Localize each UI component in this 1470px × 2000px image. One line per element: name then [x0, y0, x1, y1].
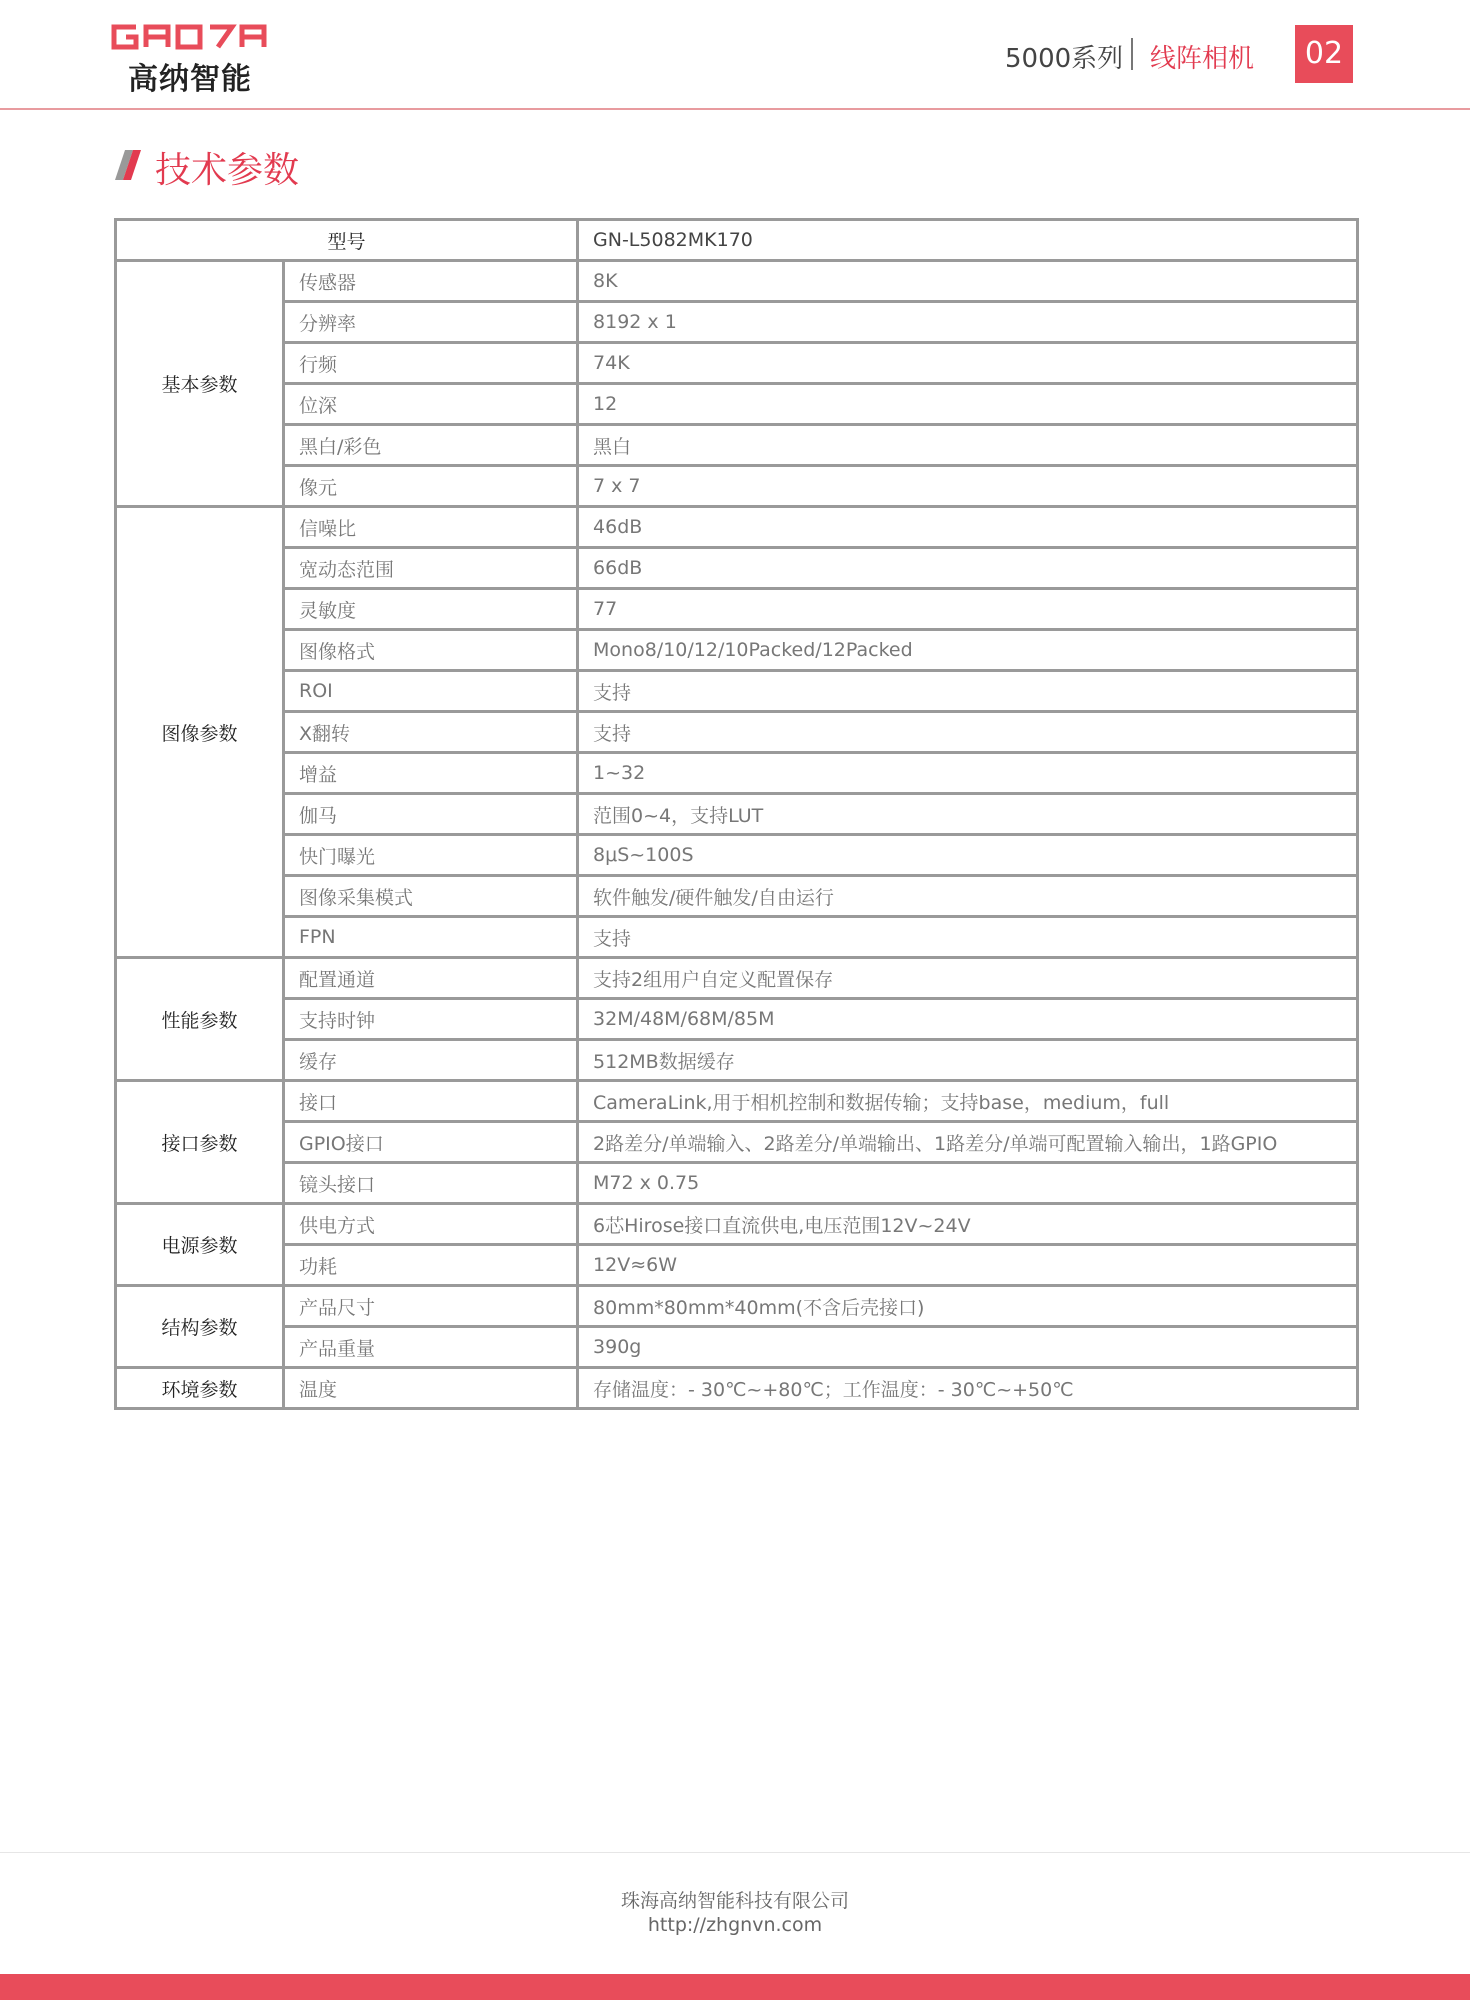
company-name: 珠海高纳智能科技有限公司	[620, 1890, 849, 1912]
param-name: FPN	[284, 917, 578, 958]
param-value: 66dB	[578, 548, 1358, 589]
param-value: 支持	[578, 671, 1358, 712]
param-name: 分辨率	[284, 302, 578, 343]
param-value: 8μS~100S	[578, 835, 1358, 876]
table-row	[116, 1286, 1358, 1327]
table-row	[116, 466, 1358, 507]
param-name: 信噪比	[284, 507, 578, 548]
table-row	[116, 794, 1358, 835]
table-row	[116, 1040, 1358, 1081]
param-value: 12V≈6W	[578, 1245, 1358, 1286]
param-value: 1~32	[578, 753, 1358, 794]
table-row	[116, 671, 1358, 712]
param-name: 配置通道	[284, 958, 578, 999]
param-name: 产品尺寸	[284, 1286, 578, 1327]
table-row	[116, 220, 1358, 261]
product-label: 线阵相机	[1150, 44, 1255, 74]
param-value: 8K	[578, 261, 1358, 302]
group-label: 接口参数	[116, 1081, 284, 1204]
param-name: 供电方式	[284, 1204, 578, 1245]
table-row	[116, 712, 1358, 753]
table-row	[116, 999, 1358, 1040]
param-name: 接口	[284, 1081, 578, 1122]
param-name: 位深	[284, 384, 578, 425]
table-row	[116, 589, 1358, 630]
param-value: CameraLink,用于相机控制和数据传输；支持base，medium，full	[578, 1081, 1358, 1122]
table-row	[116, 343, 1358, 384]
bottom-accent-bar	[0, 1974, 1470, 2000]
param-name: 图像格式	[284, 630, 578, 671]
group-label: 电源参数	[116, 1204, 284, 1286]
param-value: 6芯Hirose接口直流供电,电压范围12V~24V	[578, 1204, 1358, 1245]
param-name: 功耗	[284, 1245, 578, 1286]
param-value: 范围0~4，支持LUT	[578, 794, 1358, 835]
param-value: 7 x 7	[578, 466, 1358, 507]
table-row	[116, 917, 1358, 958]
table-row	[116, 876, 1358, 917]
param-name: 灵敏度	[284, 589, 578, 630]
param-value: 46dB	[578, 507, 1358, 548]
param-name: 镜头接口	[284, 1163, 578, 1204]
group-label: 图像参数	[116, 507, 284, 958]
param-name: 像元	[284, 466, 578, 507]
param-name: 行频	[284, 343, 578, 384]
param-value: 黑白	[578, 425, 1358, 466]
group-label: 基本参数	[116, 261, 284, 507]
param-name: 黑白/彩色	[284, 425, 578, 466]
param-name: 图像采集模式	[284, 876, 578, 917]
param-name: 伽马	[284, 794, 578, 835]
spec-table	[114, 218, 1359, 1410]
param-value: 512MB数据缓存	[578, 1040, 1358, 1081]
param-name: 产品重量	[284, 1327, 578, 1368]
table-row	[116, 835, 1358, 876]
table-row	[116, 1204, 1358, 1245]
param-value: Mono8/10/12/10Packed/12Packed	[578, 630, 1358, 671]
table-row	[116, 548, 1358, 589]
table-row	[116, 261, 1358, 302]
group-label: 性能参数	[116, 958, 284, 1081]
table-row	[116, 425, 1358, 466]
table-row	[116, 1245, 1358, 1286]
table-row	[116, 1081, 1358, 1122]
table-row	[116, 1327, 1358, 1368]
table-row	[116, 507, 1358, 548]
company-url: http://zhgnvn.com	[647, 1914, 823, 1936]
param-value: 2路差分/单端输入、2路差分/单端输出、1路差分/单端可配置输入输出，1路GPIO	[578, 1122, 1358, 1163]
table-row	[116, 1368, 1358, 1409]
param-value: M72 x 0.75	[578, 1163, 1358, 1204]
param-value: 77	[578, 589, 1358, 630]
section-title-text: 技术参数	[155, 150, 300, 191]
param-name: GPIO接口	[284, 1122, 578, 1163]
header-divider	[1131, 38, 1133, 70]
param-name: 快门曝光	[284, 835, 578, 876]
logo-wordmark-icon	[110, 24, 270, 50]
series-label: 5000系列	[1005, 44, 1124, 74]
param-value: 软件触发/硬件触发/自由运行	[578, 876, 1358, 917]
param-value: 32M/48M/68M/85M	[578, 999, 1358, 1040]
table-row	[116, 753, 1358, 794]
table-row	[116, 958, 1358, 999]
param-name: 缓存	[284, 1040, 578, 1081]
param-value: 74K	[578, 343, 1358, 384]
slash-accent-icon	[115, 150, 141, 180]
param-name: 支持时钟	[284, 999, 578, 1040]
model-label: 型号	[116, 220, 578, 261]
param-value: 支持	[578, 712, 1358, 753]
param-name: 增益	[284, 753, 578, 794]
table-row	[116, 302, 1358, 343]
param-value: 390g	[578, 1327, 1358, 1368]
param-name: 温度	[284, 1368, 578, 1409]
footer-divider	[0, 1852, 1470, 1853]
table-row	[116, 384, 1358, 425]
param-name: ROI	[284, 671, 578, 712]
model-value: GN-L5082MK170	[578, 220, 1358, 261]
company-logo	[110, 24, 280, 97]
page-header	[0, 0, 1470, 110]
param-name: 宽动态范围	[284, 548, 578, 589]
param-name: 传感器	[284, 261, 578, 302]
page-number: 02	[1295, 25, 1353, 83]
param-value: 8192 x 1	[578, 302, 1358, 343]
param-value: 12	[578, 384, 1358, 425]
table-row	[116, 1163, 1358, 1204]
table-row	[116, 1122, 1358, 1163]
table-row	[116, 630, 1358, 671]
param-value: 支持	[578, 917, 1358, 958]
param-value: 存储温度：- 30℃~+80℃；工作温度：- 30℃~+50℃	[578, 1368, 1358, 1409]
param-value: 支持2组用户自定义配置保存	[578, 958, 1358, 999]
group-label: 环境参数	[116, 1368, 284, 1409]
param-value: 80mm*80mm*40mm(不含后壳接口)	[578, 1286, 1358, 1327]
logo-text: 高纳智能	[128, 62, 252, 97]
group-label: 结构参数	[116, 1286, 284, 1368]
param-name: X翻转	[284, 712, 578, 753]
